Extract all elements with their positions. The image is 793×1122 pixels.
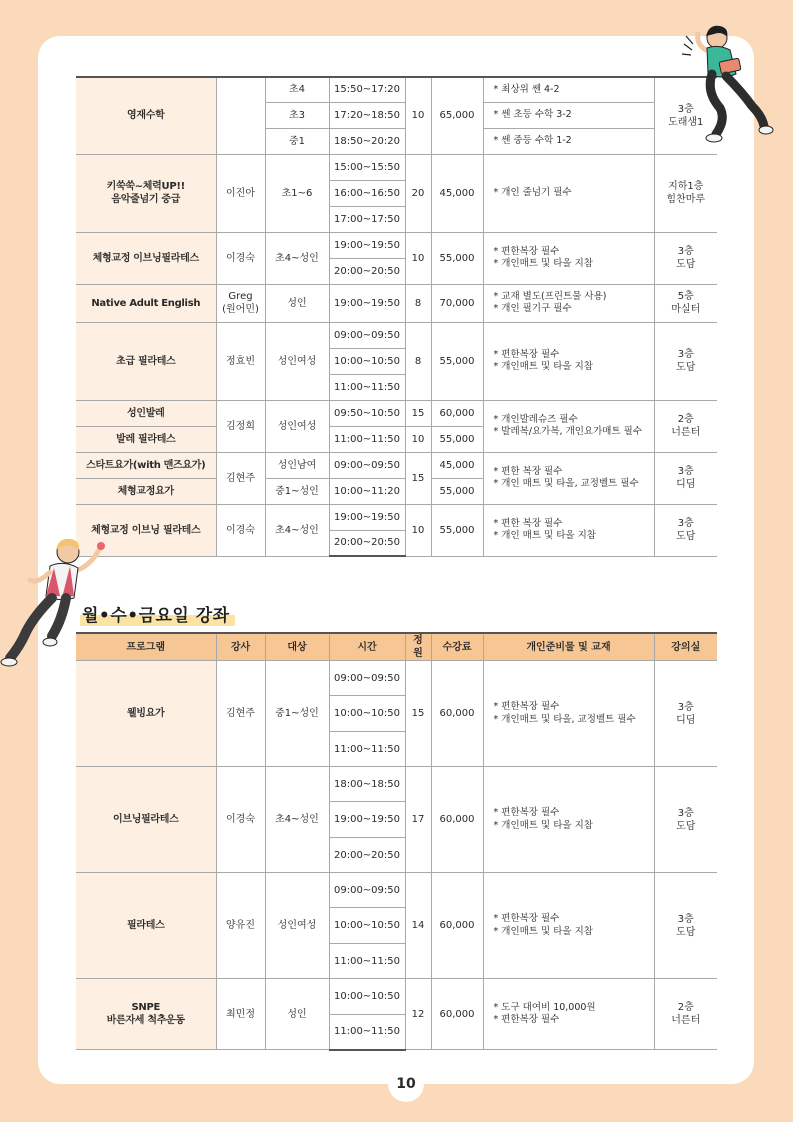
section-title: 월•수•금요일 강좌 (80, 601, 235, 626)
fee: 65,000 (431, 77, 483, 154)
room: 3층 디딤 (654, 452, 717, 504)
time-slot: 10:00~11:20 (329, 478, 405, 504)
mon-wed-fri-table (76, 632, 717, 1051)
room: 3층 도담 (654, 873, 717, 979)
time-slot: 19:00~19:50 (329, 284, 405, 322)
student-reading-illustration (676, 22, 776, 148)
materials-note: * 개인 줄넘기 필수 (483, 154, 654, 232)
capacity: 10 (405, 77, 431, 154)
capacity: 14 (405, 873, 431, 979)
room: 5층 마실터 (654, 284, 717, 322)
target: 성인 (265, 284, 329, 322)
materials-note: * 편한복장 필수 * 개인매트 및 타올 지참 (483, 322, 654, 400)
time-slot: 15:00~15:50 (329, 154, 405, 180)
room: 2층 너른터 (654, 979, 717, 1050)
target: 초4~성인 (265, 232, 329, 284)
fee: 45,000 (431, 154, 483, 232)
materials-note: * 편한복장 필수 * 개인매트 및 타올 지참 (483, 232, 654, 284)
time-slot: 11:00~11:50 (329, 1015, 405, 1050)
fee: 60,000 (431, 400, 483, 426)
teacher: Greg (원어민) (216, 284, 265, 322)
time-slot: 09:00~09:50 (329, 322, 405, 348)
materials-note: * 개인발레슈즈 필수 * 발레복/요가복, 개인요가매트 필수 (483, 400, 654, 452)
capacity: 10 (405, 232, 431, 284)
fee: 70,000 (431, 284, 483, 322)
room: 2층 너른터 (654, 400, 717, 452)
capacity: 20 (405, 154, 431, 232)
teacher: 김정희 (216, 400, 265, 452)
header-teacher: 강사 (216, 633, 265, 661)
room: 3층 디딤 (654, 661, 717, 767)
capacity: 10 (405, 426, 431, 452)
target: 초4~성인 (265, 504, 329, 556)
program-name: 발레 필라테스 (76, 426, 216, 452)
time-slot: 18:00~18:50 (329, 767, 405, 802)
room: 지하1층 힘찬마루 (654, 154, 717, 232)
header-fee: 수강료 (431, 633, 483, 661)
target: 초4~성인 (265, 767, 329, 873)
fee: 55,000 (431, 322, 483, 400)
fee: 60,000 (431, 767, 483, 873)
time-slot: 17:00~17:50 (329, 206, 405, 232)
target: 초4 (265, 77, 329, 102)
materials-note: * 편한복장 필수 * 개인매트 및 타올 지참 (483, 767, 654, 873)
fee: 55,000 (431, 426, 483, 452)
capacity: 10 (405, 504, 431, 556)
teacher: 양유진 (216, 873, 265, 979)
fee: 60,000 (431, 979, 483, 1050)
teacher: 이경숙 (216, 767, 265, 873)
time-slot: 09:00~09:50 (329, 873, 405, 908)
fee: 60,000 (431, 661, 483, 767)
capacity: 17 (405, 767, 431, 873)
materials-note: * 편한 복장 필수 * 개인 매트 및 타올 지참 (483, 504, 654, 556)
time-slot: 11:00~11:50 (329, 374, 405, 400)
capacity: 12 (405, 979, 431, 1050)
fee: 60,000 (431, 873, 483, 979)
materials-note: * 편한 복장 필수 * 개인 매트 및 타올, 교정벨트 필수 (483, 452, 654, 504)
teacher: 이진아 (216, 154, 265, 232)
materials-note: * 최상위 쎈 4-2 (483, 77, 654, 102)
time-slot: 15:50~17:20 (329, 77, 405, 102)
program-name: 키쑥쑥~체력UP!! 음악줄넘기 중급 (76, 154, 216, 232)
time-slot: 17:20~18:50 (329, 102, 405, 128)
time-slot: 20:00~20:50 (329, 838, 405, 873)
teacher: 김현주 (216, 452, 265, 504)
materials-note: * 쎈 초등 수학 3-2 (483, 102, 654, 128)
time-slot: 19:00~19:50 (329, 232, 405, 258)
time-slot: 10:00~10:50 (329, 348, 405, 374)
program-name: 체형교정요가 (76, 478, 216, 504)
materials-note: * 도구 대여비 10,000원 * 편한복장 필수 (483, 979, 654, 1050)
program-name: 체형교정 이브닝필라테스 (76, 232, 216, 284)
materials-note: * 교재 별도(프린트물 사용) * 개인 필기구 필수 (483, 284, 654, 322)
capacity: 15 (405, 400, 431, 426)
student-running-illustration (0, 536, 112, 676)
time-slot: 20:00~20:50 (329, 258, 405, 284)
program-name: 체형교정 이브닝 필라테스 (76, 504, 216, 556)
target: 성인 (265, 979, 329, 1050)
teacher (216, 77, 265, 154)
time-slot: 11:00~11:50 (329, 732, 405, 767)
room: 3층 도래샘1 (654, 77, 717, 154)
time-slot: 10:00~10:50 (329, 696, 405, 732)
program-name: 초급 필라테스 (76, 322, 216, 400)
room: 3층 도담 (654, 504, 717, 556)
program-name: SNPE 바른자세 척추운동 (76, 979, 216, 1050)
teacher: 정효빈 (216, 322, 265, 400)
fee: 55,000 (431, 232, 483, 284)
program-name: 웰빙요가 (76, 661, 216, 767)
fee: 55,000 (431, 478, 483, 504)
room: 3층 도담 (654, 322, 717, 400)
program-name: 필라테스 (76, 873, 216, 979)
target: 중1~성인 (265, 661, 329, 767)
time-slot: 19:00~19:50 (329, 504, 405, 530)
header-capacity: 정원 (405, 633, 431, 661)
program-name: Native Adult English (76, 284, 216, 322)
target: 초3 (265, 102, 329, 128)
time-slot: 19:00~19:50 (329, 802, 405, 838)
capacity: 15 (405, 452, 431, 504)
program-name: 성인발레 (76, 400, 216, 426)
time-slot: 18:50~20:20 (329, 128, 405, 154)
time-slot: 11:00~11:50 (329, 944, 405, 979)
materials-note: * 쎈 중등 수학 1-2 (483, 128, 654, 154)
capacity: 8 (405, 322, 431, 400)
teacher: 이경숙 (216, 504, 265, 556)
time-slot: 20:00~20:50 (329, 530, 405, 556)
target: 성인여성 (265, 873, 329, 979)
materials-note: * 편한복장 필수 * 개인매트 및 타올 지참 (483, 873, 654, 979)
target: 성인여성 (265, 322, 329, 400)
target: 중1 (265, 128, 329, 154)
header-materials: 개인준비물 및 교재 (483, 633, 654, 661)
target: 중1~성인 (265, 478, 329, 504)
time-slot: 10:00~10:50 (329, 979, 405, 1015)
materials-note: * 편한복장 필수 * 개인매트 및 타올, 교정벨트 필수 (483, 661, 654, 767)
fee: 45,000 (431, 452, 483, 478)
teacher: 최민정 (216, 979, 265, 1050)
header-time: 시간 (329, 633, 405, 661)
teacher: 이경숙 (216, 232, 265, 284)
fee: 55,000 (431, 504, 483, 556)
time-slot: 09:00~09:50 (329, 661, 405, 696)
header-program: 프로그램 (76, 633, 216, 661)
time-slot: 09:50~10:50 (329, 400, 405, 426)
room: 3층 도담 (654, 232, 717, 284)
schedule-table-continued (76, 76, 717, 557)
capacity: 15 (405, 661, 431, 767)
time-slot: 09:00~09:50 (329, 452, 405, 478)
capacity: 8 (405, 284, 431, 322)
target: 성인여성 (265, 400, 329, 452)
time-slot: 11:00~11:50 (329, 426, 405, 452)
page-number: 10 (388, 1066, 424, 1102)
target: 성인남여 (265, 452, 329, 478)
header-target: 대상 (265, 633, 329, 661)
room: 3층 도담 (654, 767, 717, 873)
time-slot: 10:00~10:50 (329, 908, 405, 944)
time-slot: 16:00~16:50 (329, 180, 405, 206)
program-name: 스타트요가(with 맨즈요가) (76, 452, 216, 478)
target: 초1~6 (265, 154, 329, 232)
program-name: 영재수학 (76, 77, 216, 154)
header-room: 강의실 (654, 633, 717, 661)
program-name: 이브닝필라테스 (76, 767, 216, 873)
teacher: 김현주 (216, 661, 265, 767)
